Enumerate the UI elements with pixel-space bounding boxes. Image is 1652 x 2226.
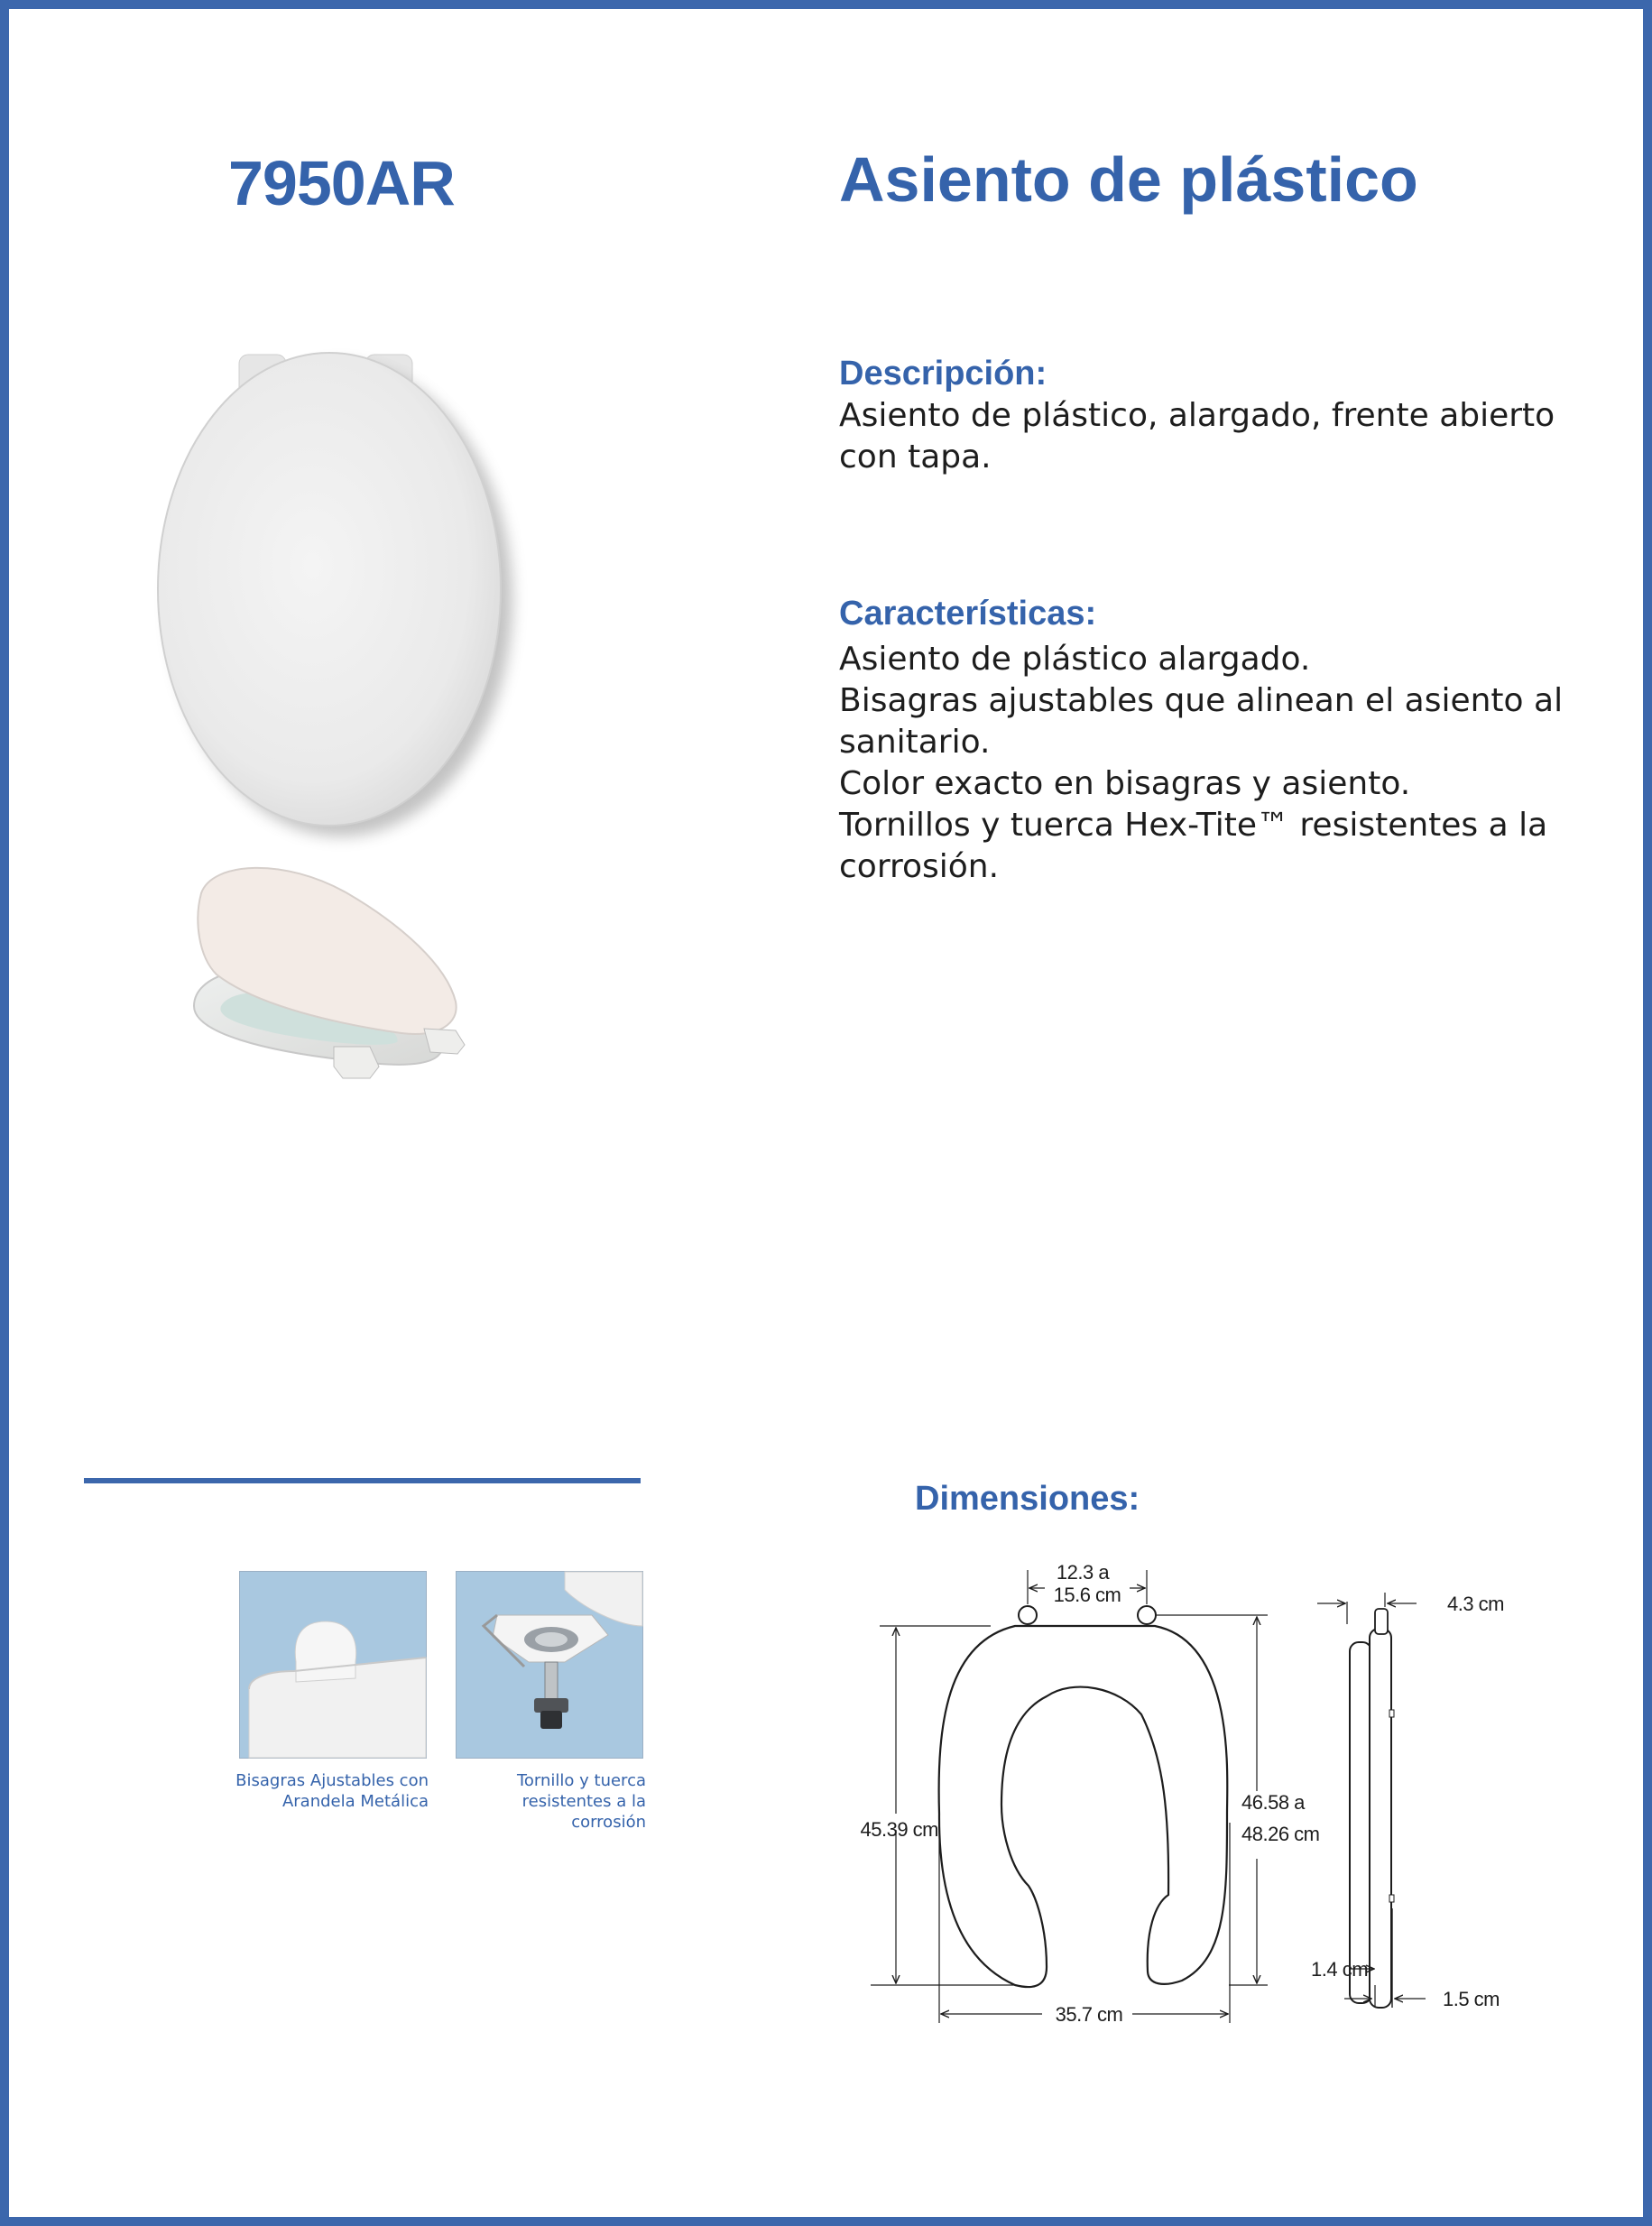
width-label: 35.7 cm xyxy=(1055,2003,1123,2026)
side-hinge xyxy=(1375,1609,1388,1634)
side-bottom-label: 1.5 cm xyxy=(1442,1988,1500,2010)
description-heading: Descripción: xyxy=(839,355,1047,393)
section-divider xyxy=(84,1478,641,1483)
description-line: con tapa. xyxy=(839,439,992,476)
feature-line: Tornillos y tuerca Hex-Tite™ resistentes a la xyxy=(839,807,1548,844)
side-dimension-diagram xyxy=(1311,1575,1579,2026)
hinge-caption xyxy=(235,1770,429,1812)
hinge-left xyxy=(1019,1606,1037,1624)
bolt-thumbnail xyxy=(456,1571,643,1759)
seat-top-image xyxy=(144,347,523,853)
product-title: Asiento de plástico xyxy=(839,144,1418,215)
hinge-right xyxy=(1138,1606,1156,1624)
caption-line: corrosión xyxy=(571,1813,646,1832)
bolt-caption xyxy=(517,1770,646,1833)
caption-line: Bisagras Ajustables con xyxy=(235,1771,429,1790)
feature-line: Bisagras ajustables que alinean el asiento al xyxy=(839,682,1564,719)
model-number: 7950AR xyxy=(228,148,455,218)
left-length-label: 45.39 cm xyxy=(860,1818,938,1841)
bolt-illustration xyxy=(457,1572,642,1758)
right-length-label-1: 46.58 a xyxy=(1241,1791,1305,1814)
caption-line: Arandela Metálica xyxy=(281,1792,429,1811)
description-line: Asiento de plástico, alargado, frente abierto xyxy=(839,397,1555,434)
feature-line: corrosión. xyxy=(839,848,1000,885)
hinge-spacing-label-1: 12.3 a xyxy=(1056,1561,1110,1584)
side-lid xyxy=(1350,1642,1371,2003)
features-heading: Características: xyxy=(839,595,1097,633)
caption-line: Tornillo y tuerca xyxy=(516,1771,646,1790)
hinge-spacing-label-2: 15.6 cm xyxy=(1053,1584,1121,1606)
feature-line: sanitario. xyxy=(839,724,991,761)
dimensions-heading: Dimensiones: xyxy=(915,1480,1140,1518)
feature-line: Color exacto en bisagras y asiento. xyxy=(839,765,1411,802)
side-top-label: 4.3 cm xyxy=(1446,1593,1504,1615)
side-left-label: 1.4 cm xyxy=(1311,1958,1369,1981)
side-seat xyxy=(1370,1629,1391,2008)
hinge-illustration xyxy=(240,1572,426,1758)
feature-line: Asiento de plástico alargado. xyxy=(839,641,1311,678)
caption-line: resistentes a la xyxy=(521,1792,646,1811)
front-dimension-diagram xyxy=(830,1543,1335,2030)
hinge-thumbnail xyxy=(239,1571,427,1759)
seat-open-image xyxy=(185,857,483,1092)
features-list xyxy=(839,639,1563,888)
right-length-label-2: 48.26 cm xyxy=(1241,1823,1320,1845)
description-text xyxy=(839,395,1555,478)
seat-outline xyxy=(939,1626,1228,1987)
